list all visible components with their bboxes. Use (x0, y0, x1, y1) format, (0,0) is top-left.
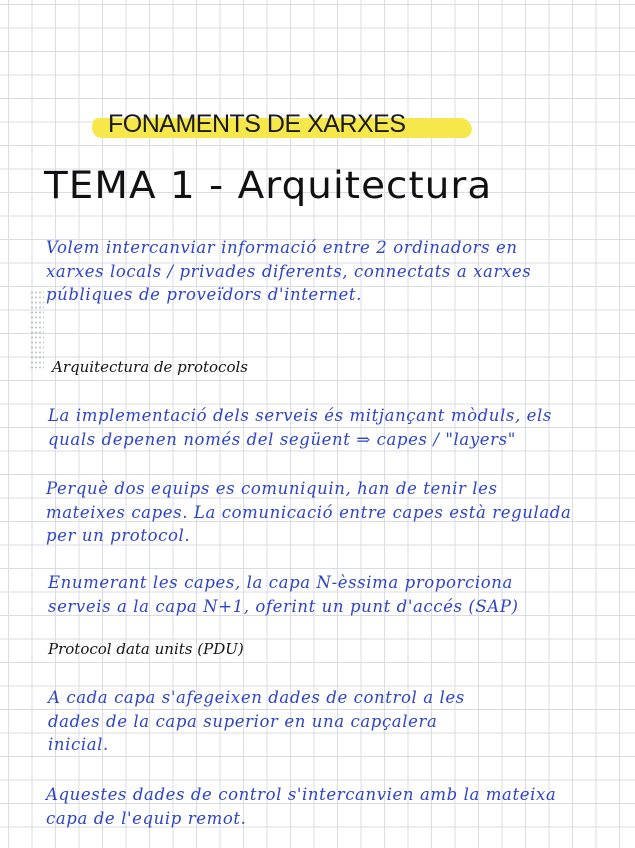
text-line: xarxes locals / privades diferents, connectats a xarxes (46, 261, 532, 281)
paragraph-modules (48, 404, 552, 451)
heading-block (92, 108, 472, 144)
topic-title: TEMA 1 - Arquitectura (44, 164, 493, 207)
text-line: Enumerant les capes, la capa N-èssima proporciona (48, 573, 513, 592)
paragraph-communication (46, 477, 571, 548)
text-line: inicial. (48, 735, 109, 754)
text-line: mateixes capes. La comunicació entre capes està regulada (46, 502, 572, 522)
text-line: públiques de proveïdors d'internet. (46, 285, 362, 304)
text-line: Perquè dos equips es comuniquin, han de tenir les (46, 479, 498, 498)
text-line: Aquestes dades de control s'intercanvien amb la mateixa (46, 785, 557, 804)
paragraph-remote (46, 783, 556, 830)
text-line: dades de la capa superior en una capçalera (48, 711, 438, 731)
section-title-protocols: Arquitectura de protocols (52, 358, 248, 376)
paragraph-layers (48, 571, 519, 618)
text-line: serveis a la capa N+1, oferint un punt d'accés (SAP) (48, 596, 519, 616)
text-line: per un protocol. (46, 526, 191, 545)
text-line: A cada capa s'afegeixen dades de control a les (48, 688, 465, 707)
text-line: La implementació dels serveis és mitjançant mòduls, els (48, 406, 552, 425)
section-title-pdu: Protocol data units (PDU) (48, 640, 244, 658)
text-line: quals depenen només del següent ⇒ capes / "layers" (48, 429, 516, 449)
text-line: capa de l'equip remot. (46, 808, 247, 828)
text-line: Volem intercanviar informació entre 2 ordinadors en (46, 238, 518, 257)
paragraph-control-data (48, 686, 465, 757)
intro-paragraph (46, 236, 531, 307)
pencil-smudge (30, 290, 44, 370)
page-heading: FONAMENTS DE XARXES (108, 110, 406, 138)
